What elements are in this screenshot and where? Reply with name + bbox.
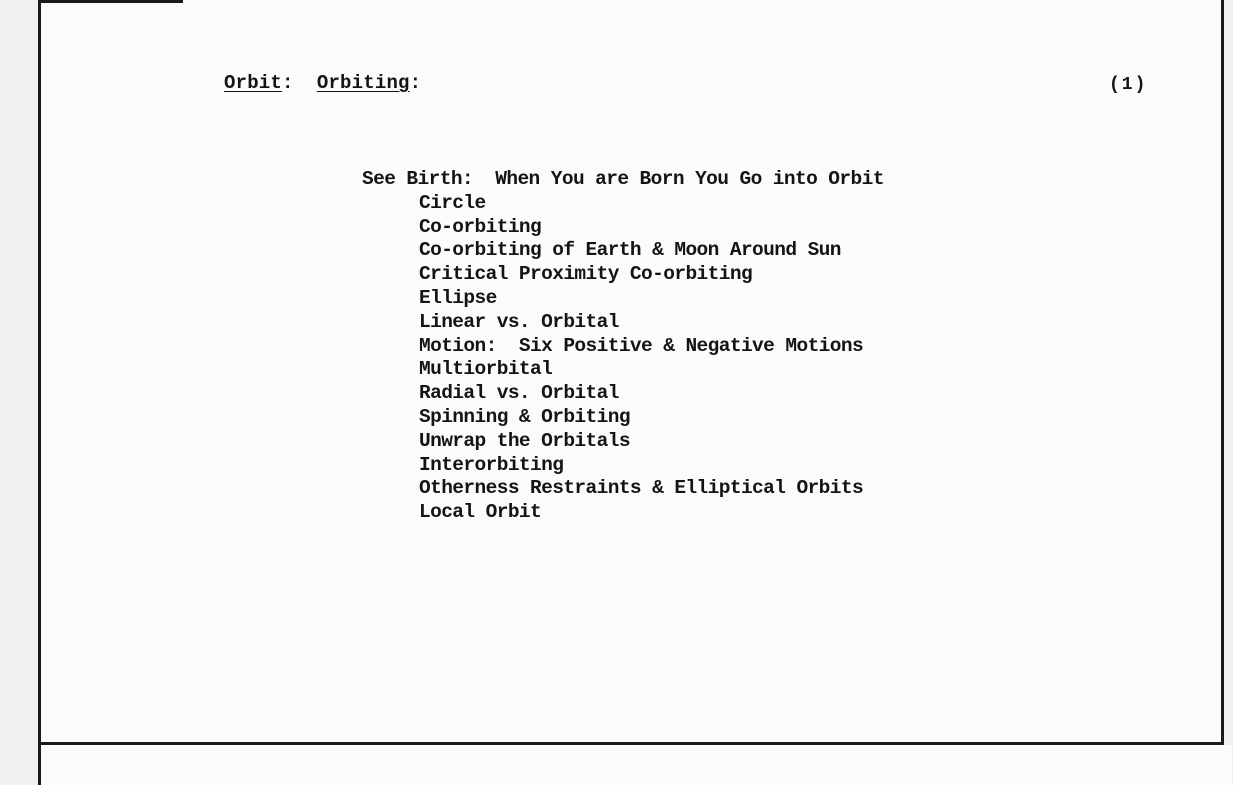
heading-colon-1: : xyxy=(282,72,294,94)
list-item: Ellipse xyxy=(419,286,497,309)
list-item xyxy=(362,168,884,192)
list-item: Circle xyxy=(419,191,486,214)
see-prefix: See xyxy=(362,168,396,190)
list-item: Linear vs. Orbital xyxy=(419,310,619,333)
list-item: Unwrap the Orbitals xyxy=(419,429,630,452)
list-item: Interorbiting xyxy=(419,453,564,476)
entry-text: Birth: When You are Born You Go into Orbit xyxy=(406,168,884,190)
card-heading xyxy=(224,72,421,94)
list-item: Multiorbital xyxy=(419,358,553,381)
next-card-edge xyxy=(38,745,1232,785)
list-item: Co-orbiting xyxy=(419,215,542,238)
list-item: Radial vs. Orbital xyxy=(419,382,619,405)
list-item: Local Orbit xyxy=(419,501,542,524)
list-item: Co-orbiting of Earth & Moon Around Sun xyxy=(419,239,841,262)
card-page-number: (1) xyxy=(1109,75,1148,95)
heading-term-orbiting: Orbiting xyxy=(316,72,410,94)
heading-colon-2: : xyxy=(409,72,422,94)
list-item: Critical Proximity Co-orbiting xyxy=(419,263,753,286)
see-reference-list xyxy=(362,168,884,525)
list-item: Motion: Six Positive & Negative Motions xyxy=(419,334,864,357)
list-item: Otherness Restraints & Elliptical Orbits xyxy=(419,477,864,500)
list-item: Spinning & Orbiting xyxy=(419,405,630,428)
heading-term-orbit: Orbit xyxy=(224,72,283,94)
card-top-rule xyxy=(38,0,183,3)
